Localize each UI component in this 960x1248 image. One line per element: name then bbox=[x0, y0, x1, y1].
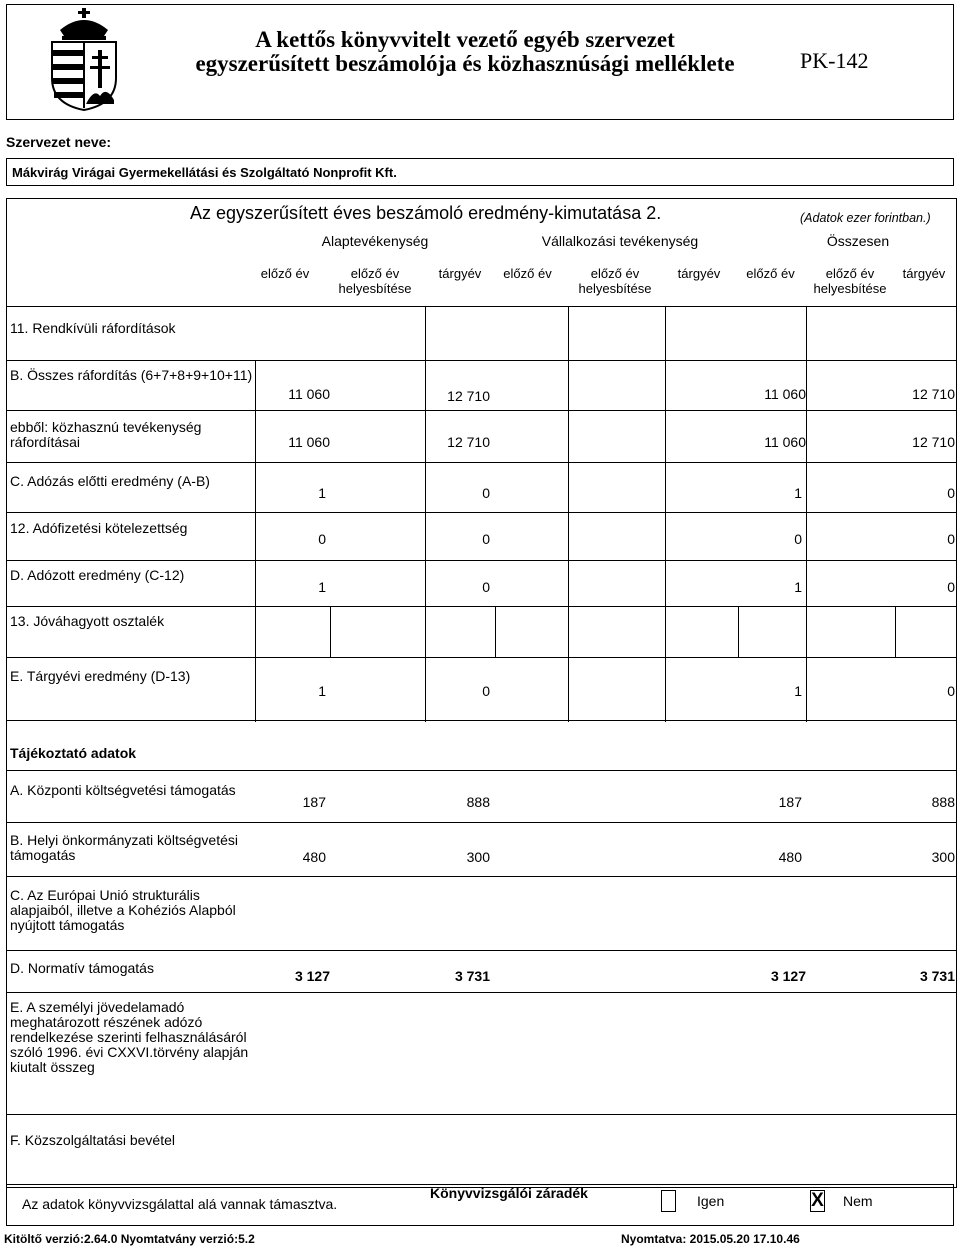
row-label-extraordinary-expenses: 11. Rendkívüli ráfordítások bbox=[10, 320, 176, 336]
col-header-prev-year-correction: előző év helyesbítése bbox=[578, 266, 652, 296]
form-title-line1: A kettős könyvvitelt vezető egyéb szervezet bbox=[255, 27, 675, 52]
form-title-line2: egyszerűsített beszámolója és közhasznúsági melléklete bbox=[195, 51, 735, 76]
col-header-prev-year-correction: előző év helyesbítése bbox=[338, 266, 412, 296]
value-cell[interactable]: 1 bbox=[318, 579, 326, 595]
value-cell[interactable]: 12 710 bbox=[447, 434, 490, 450]
group-header-business: Vállalkozási tevékenység bbox=[541, 233, 699, 249]
col-header-current-year: tárgyév bbox=[438, 266, 482, 281]
row-label-normative-support: D. Normatív támogatás bbox=[10, 960, 154, 976]
value-cell[interactable]: 0 bbox=[947, 485, 955, 501]
audit-no-checkbox[interactable]: X bbox=[811, 1190, 824, 1211]
value-cell[interactable]: 1 bbox=[318, 485, 326, 501]
value-cell[interactable]: 0 bbox=[482, 683, 490, 699]
form-code: PK-142 bbox=[800, 48, 869, 73]
organization-label: Szervezet neve: bbox=[6, 134, 112, 150]
value-cell[interactable]: 480 bbox=[302, 849, 326, 865]
value-cell[interactable]: 300 bbox=[466, 849, 490, 865]
value-cell[interactable]: 3 731 bbox=[919, 968, 955, 984]
value-cell[interactable]: 11 060 bbox=[764, 386, 806, 402]
value-cell[interactable]: 11 060 bbox=[764, 434, 806, 450]
value-cell[interactable]: 11 060 bbox=[288, 386, 330, 402]
value-cell[interactable]: 300 bbox=[931, 849, 955, 865]
value-cell[interactable]: 1 bbox=[318, 683, 326, 699]
info-section-title: Tájékoztató adatok bbox=[10, 745, 137, 761]
value-cell[interactable]: 1 bbox=[794, 485, 802, 501]
organization-name: Mákvirág Virágai Gyermekellátási és Szolgáltató Nonprofit Kft. bbox=[12, 165, 397, 180]
value-cell[interactable]: 11 060 bbox=[288, 434, 330, 450]
value-cell[interactable]: 12 710 bbox=[912, 386, 955, 402]
row-label-profit-after-tax: D. Adózott eredmény (C-12) bbox=[10, 567, 185, 583]
value-cell[interactable]: 888 bbox=[466, 794, 490, 810]
table-title: Az egyszerűsített éves beszámoló eredmény-kimutatása 2. bbox=[190, 203, 662, 223]
col-header-prev-year-correction: előző év helyesbítése bbox=[813, 266, 887, 296]
unit-note: (Adatok ezer forintban.) bbox=[800, 211, 931, 225]
audit-statement: Az adatok könyvvizsgálattal alá vannak támasztva. bbox=[22, 1196, 338, 1212]
col-header-prev-year: előző év bbox=[503, 266, 552, 281]
filler-version: Kitöltő verzió:2.64.0 Nyomtatvány verzió:5.2 bbox=[4, 1232, 255, 1246]
row-label-public-service-revenue: F. Közszolgáltatási bevétel bbox=[10, 1132, 175, 1148]
value-cell[interactable]: 0 bbox=[482, 531, 490, 547]
row-label-current-year-result: E. Tárgyévi eredmény (D-13) bbox=[10, 668, 191, 684]
row-label-eu-structural-funds: C. Az Európai Unió strukturális alapjaiból, illetve a Kohéziós Alapból nyújtott támogatás bbox=[10, 887, 236, 933]
value-cell[interactable]: 3 127 bbox=[294, 968, 330, 984]
value-cell[interactable]: 0 bbox=[318, 531, 326, 547]
value-cell[interactable]: 0 bbox=[947, 683, 955, 699]
value-cell[interactable]: 12 710 bbox=[912, 434, 955, 450]
row-label-approved-dividend: 13. Jóváhagyott osztalék bbox=[10, 613, 165, 629]
row-label-personal-income-tax-share: E. A személyi jövedelamadó meghatározott részének adózó rendelkezése szerinti felhasználásáról szóló 1996. évi CXXVI.törvény alapján kiutalt összeg bbox=[10, 999, 249, 1075]
value-cell[interactable]: 187 bbox=[778, 794, 802, 810]
row-label-local-government-support: B. Helyi önkormányzati költségvetési támogatás bbox=[10, 832, 238, 863]
audit-yes-label: Igen bbox=[697, 1193, 725, 1209]
value-cell[interactable]: 12 710 bbox=[447, 388, 490, 404]
col-header-current-year: tárgyév bbox=[677, 266, 721, 281]
group-header-basic: Alaptevékenység bbox=[321, 233, 429, 249]
value-cell[interactable]: 1 bbox=[794, 683, 802, 699]
value-cell[interactable]: 187 bbox=[302, 794, 326, 810]
row-label-central-budget-support: A. Központi költségvetési támogatás bbox=[10, 782, 236, 798]
value-cell[interactable]: 480 bbox=[778, 849, 802, 865]
row-label-tax-liability: 12. Adófizetési kötelezettség bbox=[10, 520, 188, 536]
value-cell[interactable]: 0 bbox=[482, 485, 490, 501]
value-cell[interactable]: 0 bbox=[947, 531, 955, 547]
value-cell[interactable]: 3 731 bbox=[454, 968, 490, 984]
col-header-current-year: tárgyév bbox=[902, 266, 946, 281]
group-header-total: Összesen bbox=[826, 233, 890, 249]
row-label-profit-before-tax: C. Adózás előtti eredmény (A-B) bbox=[10, 473, 210, 489]
row-label-total-expenses: B. Összes ráfordítás (6+7+8+9+10+11) bbox=[10, 367, 253, 383]
value-cell[interactable]: 0 bbox=[794, 531, 802, 547]
value-cell[interactable]: 888 bbox=[931, 794, 955, 810]
row-label-public-benefit-expenses: ebből: közhasznú tevékenység ráfordításai bbox=[10, 419, 202, 450]
value-cell[interactable]: 1 bbox=[794, 579, 802, 595]
value-cell[interactable]: 0 bbox=[947, 579, 955, 595]
col-header-prev-year: előző év bbox=[260, 266, 310, 281]
value-cell[interactable]: 3 127 bbox=[770, 968, 806, 984]
hungarian-coat-of-arms-icon bbox=[38, 8, 130, 112]
col-header-prev-year: előző év bbox=[746, 266, 795, 281]
audit-yes-checkbox[interactable] bbox=[661, 1190, 676, 1212]
audit-title: Könyvvizsgálói záradék bbox=[430, 1185, 588, 1201]
audit-no-label: Nem bbox=[843, 1193, 873, 1209]
value-cell[interactable]: 0 bbox=[482, 579, 490, 595]
print-timestamp: Nyomtatva: 2015.05.20 17.10.46 bbox=[621, 1232, 800, 1246]
